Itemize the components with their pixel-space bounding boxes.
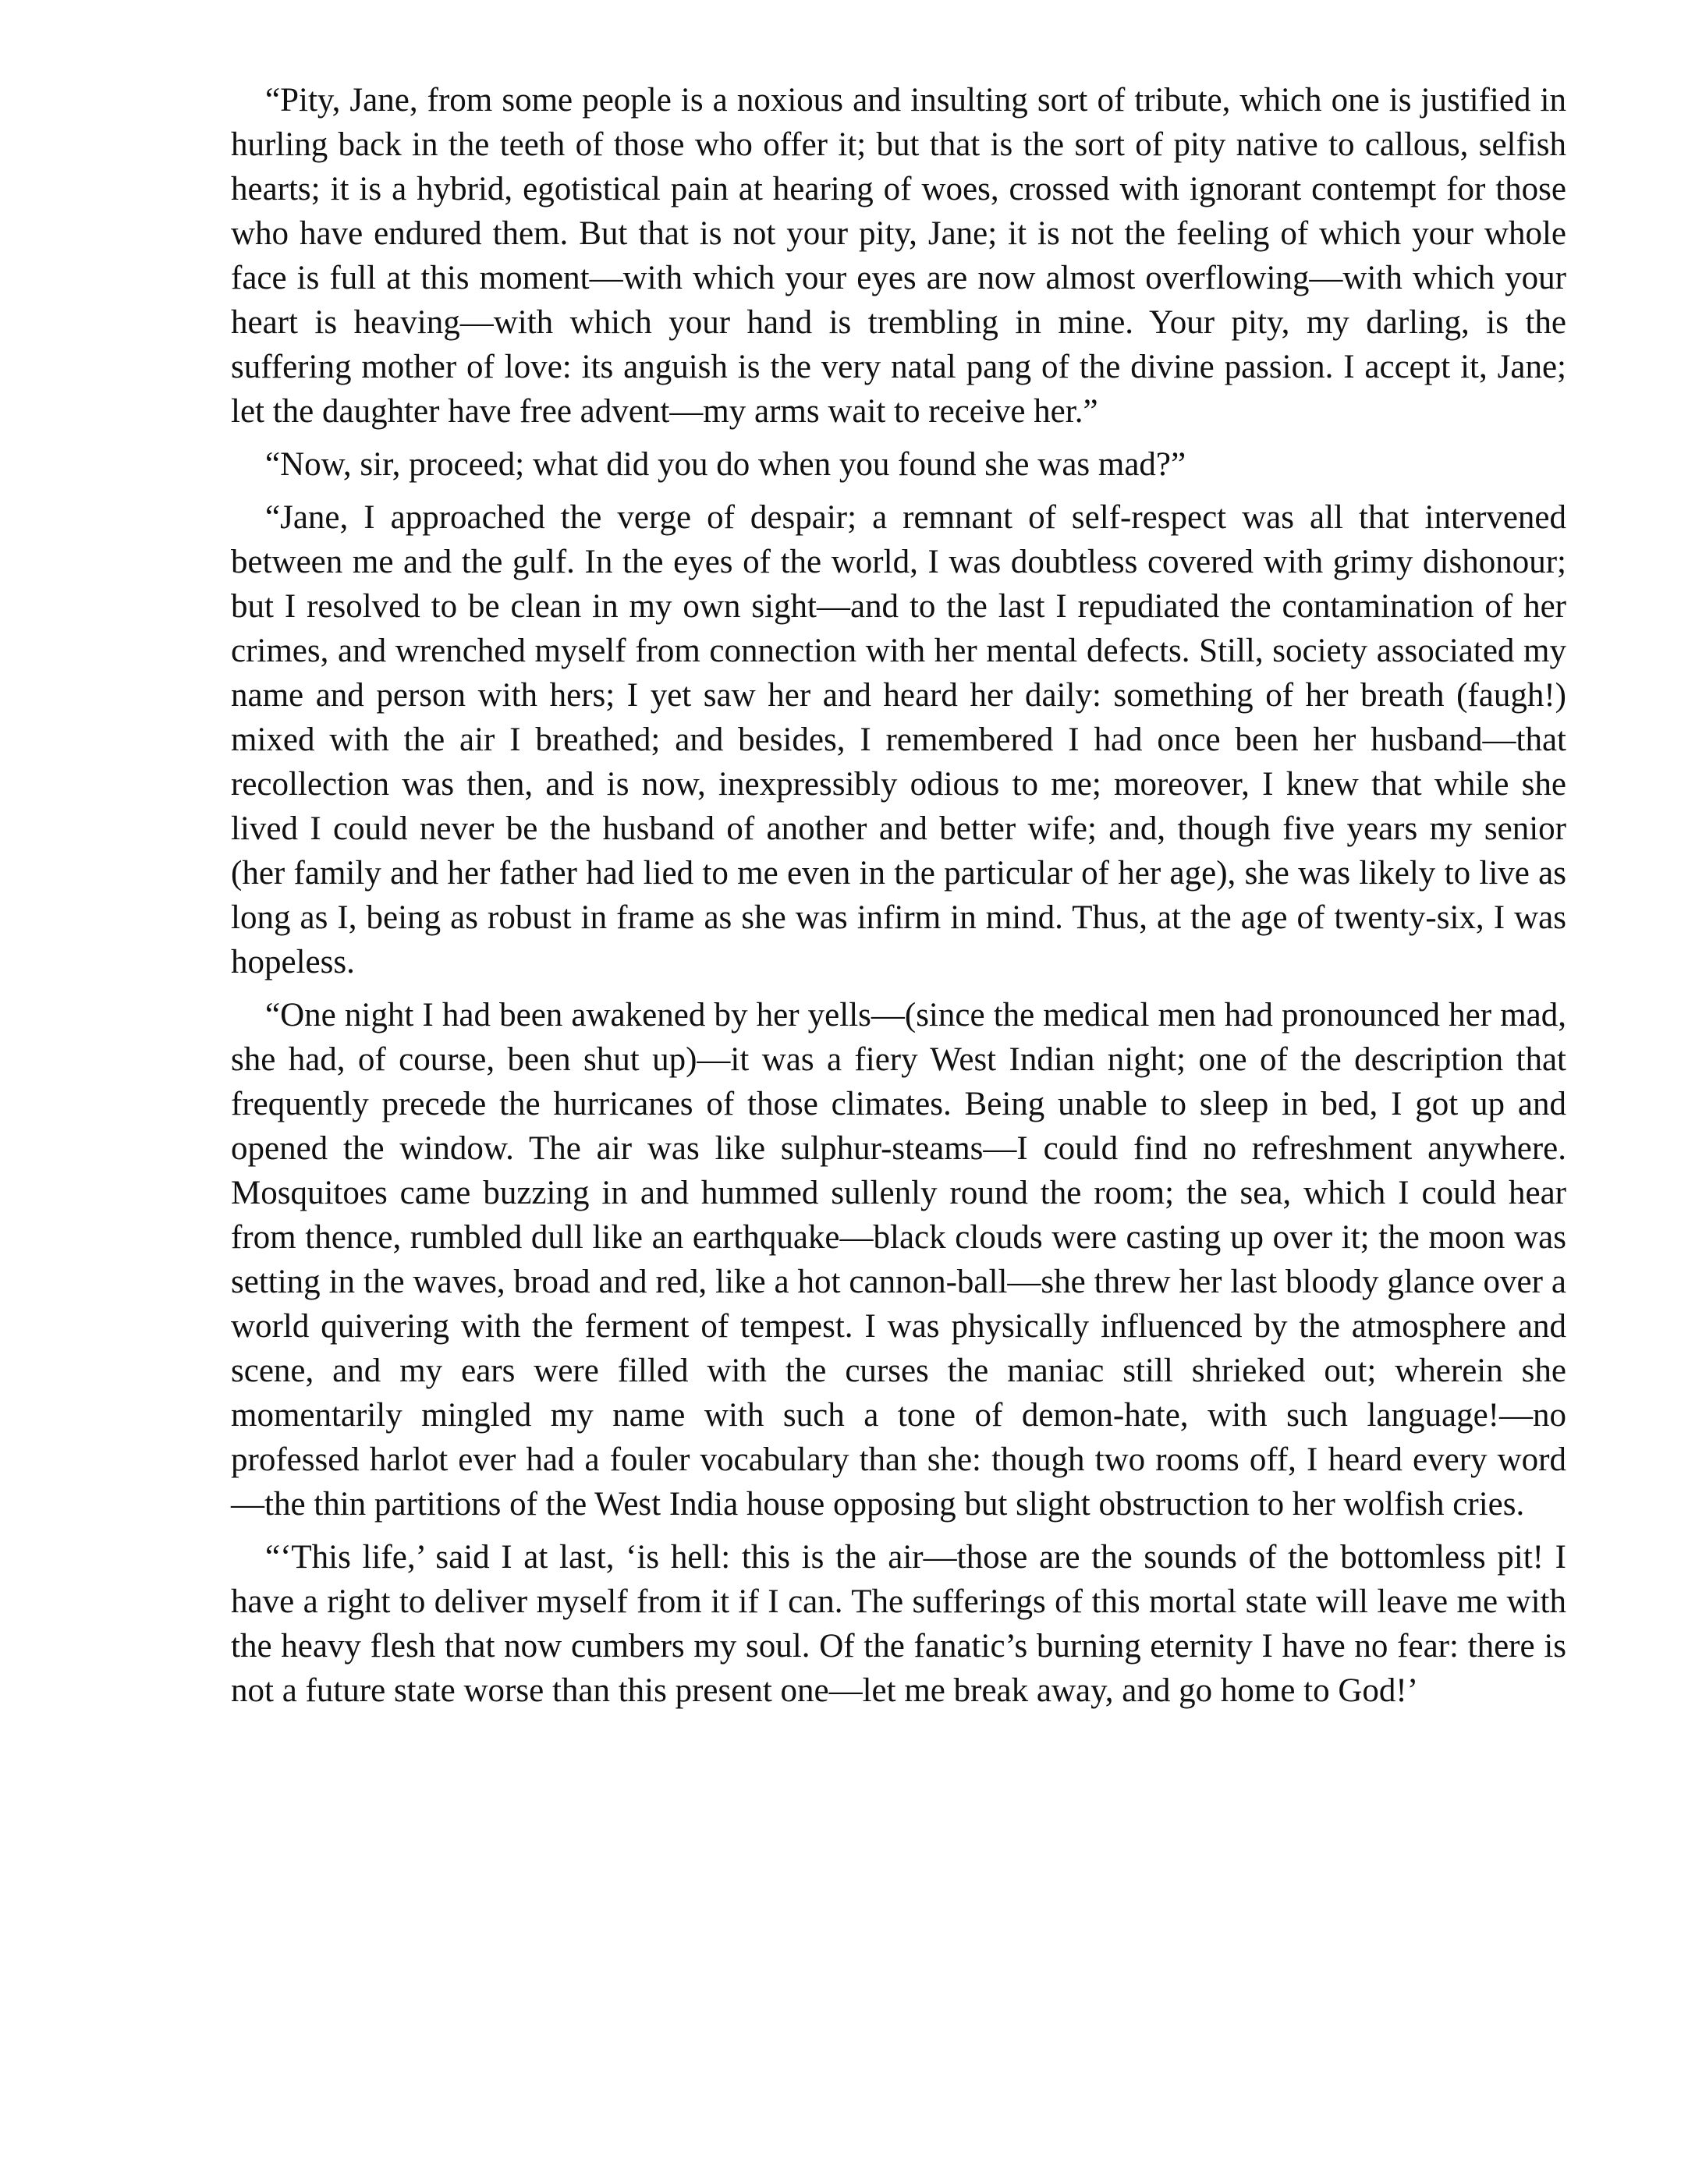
paragraph-despair: “Jane, I approached the verge of despair; a remnant of self-respect was all that intervened between me and the gulf. In the eyes of the world, I was doubtless covered with grimy dishonour; but I resolved to be clean in my own sight—and to the last I repudiated the contamination of her crimes, and wrenched myself from connection with her mental defects. Still, society associated my name and person with hers; I yet saw her and heard her daily: something of her breath (faugh!) mixed with the air I breathed; and besides, I remembered I had once been her husband—that recollection was then, and is now, inexpressibly odious to me; moreover, I knew that while she lived I could never be the husband of another and better wife; and, though five years my senior (her family and her father had lied to me even in the particular of her age), she was likely to live as long as I, being as robust in frame as she was infirm in mind. Thus, at the age of twenty-six, I was hopeless. [231,499,1566,980]
paragraph-pity: “Pity, Jane, from some people is a noxious and insulting sort of tribute, which one is justified in hurling back in the teeth of those who offer it; but that is the sort of pity native to callous, selfish hearts; it is a hybrid, egotistical pain at hearing of woes, crossed with ignorant contempt for those who have endured them. But that is not your pity, Jane; it is not the feeling of which your whole face is full at this moment—with which your eyes are now almost overflowing—with which your heart is heaving—with which your hand is trembling in mine. Your pity, my darling, is the suffering mother of love: its anguish is the very natal pang of the divine passion. I accept it, Jane; let the daughter have free advent—my arms wait to receive her.” [231,82,1566,430]
book-page [231,78,1566,1721]
paragraph-this-life-is-hell: “‘This life,’ said I at last, ‘is hell: this is the air—those are the sounds of the bottomless pit! I have a right to deliver myself from it if I can. The sufferings of this mortal state will leave me with the heavy flesh that now cumbers my soul. Of the fanatic’s burning eternity I have no fear: there is not a future state worse than this present one—let me break away, and go home to God!’ [231,1539,1566,1709]
paragraph-proceed-question: “Now, sir, proceed; what did you do when you found she was mad?” [265,446,1186,483]
paragraph-west-indian-night: “One night I had been awakened by her yells—(since the medical men had pronounced her mad, she had, of course, been shut up)—it was a fiery West Indian night; one of the description that frequently precede the hurricanes of those climates. Being unable to sleep in bed, I got up and opened the window. The air was like sulphur-steams—I could find no refreshment anywhere. Mosquitoes came buzzing in and hummed sullenly round the room; the sea, which I could hear from thence, rumbled dull like an earthquake—black clouds were casting up over it; the moon was setting in the waves, broad and red, like a hot cannon-ball—she threw her last bloody glance over a world quivering with the ferment of tempest. I was physically influenced by the atmosphere and scene, and my ears were filled with the curses the maniac still shrieked out; wherein she momentarily mingled my name with such a tone of demon-hate, with such language!—no professed harlot ever had a fouler vocabulary than she: though two rooms off, I heard every word—the thin partitions of the West India house opposing but slight obstruction to her wolfish cries. [231,997,1566,1523]
